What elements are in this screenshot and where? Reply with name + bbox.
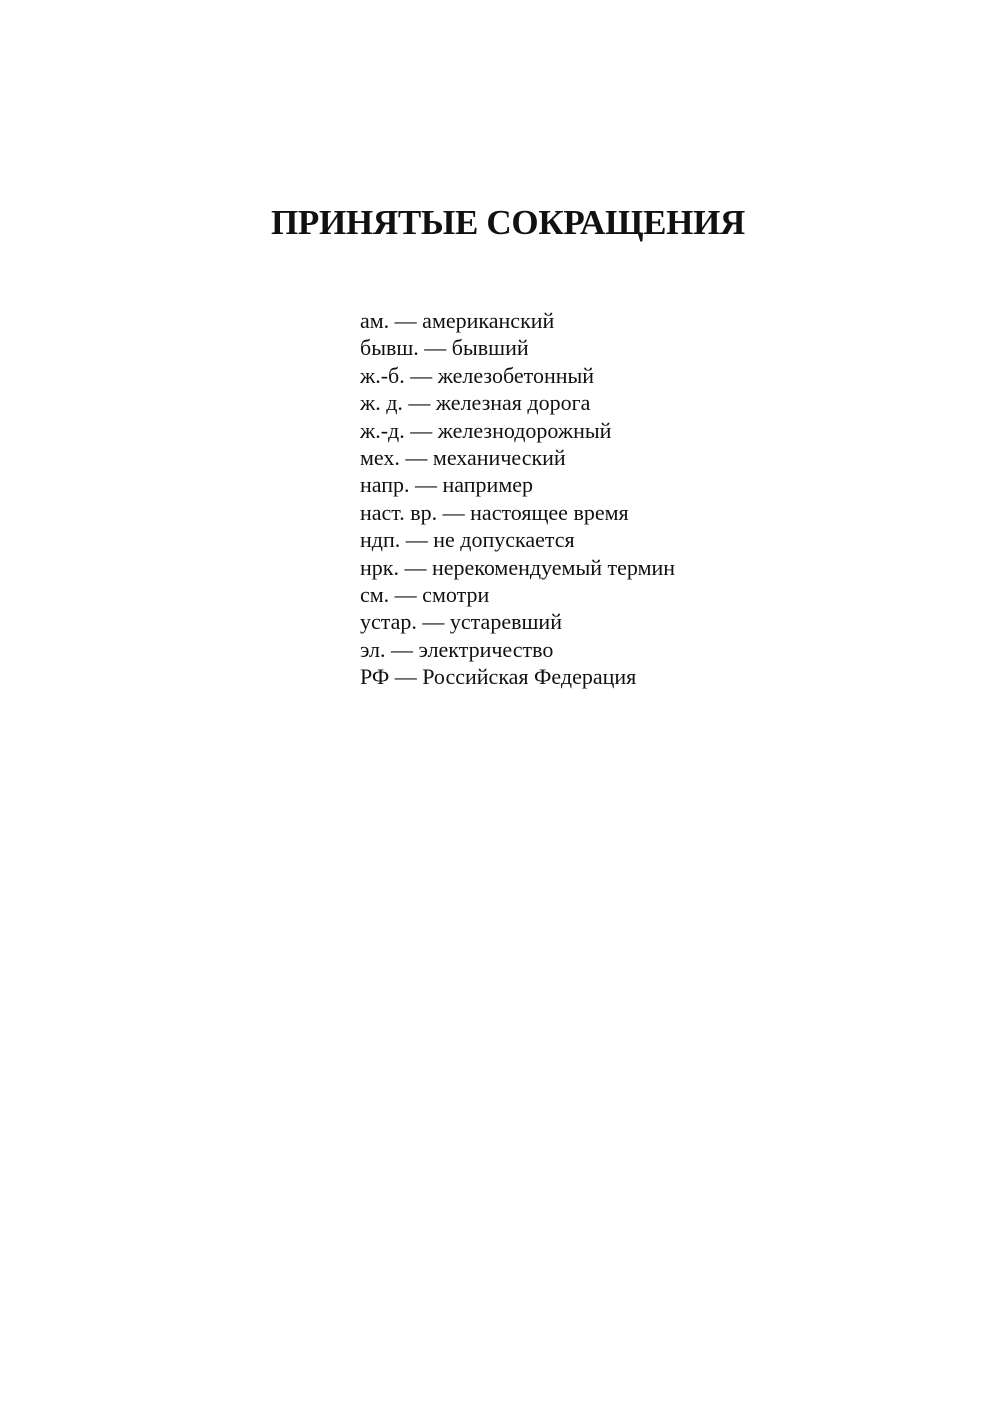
abbreviation-item: мех. — механический [360, 445, 566, 471]
abbreviation-item: эл. — электричество [360, 636, 554, 662]
abbreviation-item: ам. — американский [360, 308, 555, 333]
page-title: ПРИНЯТЫЕ СОКРАЩЕНИЯ [271, 203, 745, 242]
abbreviation-item: РФ — Российская Федерация [360, 664, 637, 690]
abbreviation-item: напр. — например [360, 472, 534, 498]
abbreviation-item: наст. вр. — настоящее время [360, 499, 629, 525]
abbreviation-item: ж. д. — железная дорога [360, 390, 591, 416]
abbreviation-item: ж.-б. — железобетонный [360, 362, 595, 388]
abbreviation-item: нрк. — нерекомендуемый термин [360, 554, 676, 580]
abbreviation-item: устар. — устаревший [360, 609, 562, 635]
abbreviation-item: ндп. — не допускается [360, 527, 575, 553]
abbreviation-item: бывш. — бывший [360, 335, 529, 361]
abbreviation-item: см. — смотри [360, 582, 490, 608]
abbreviation-list [360, 307, 675, 691]
abbreviation-item: ж.-д. — железнодорожный [360, 417, 612, 443]
